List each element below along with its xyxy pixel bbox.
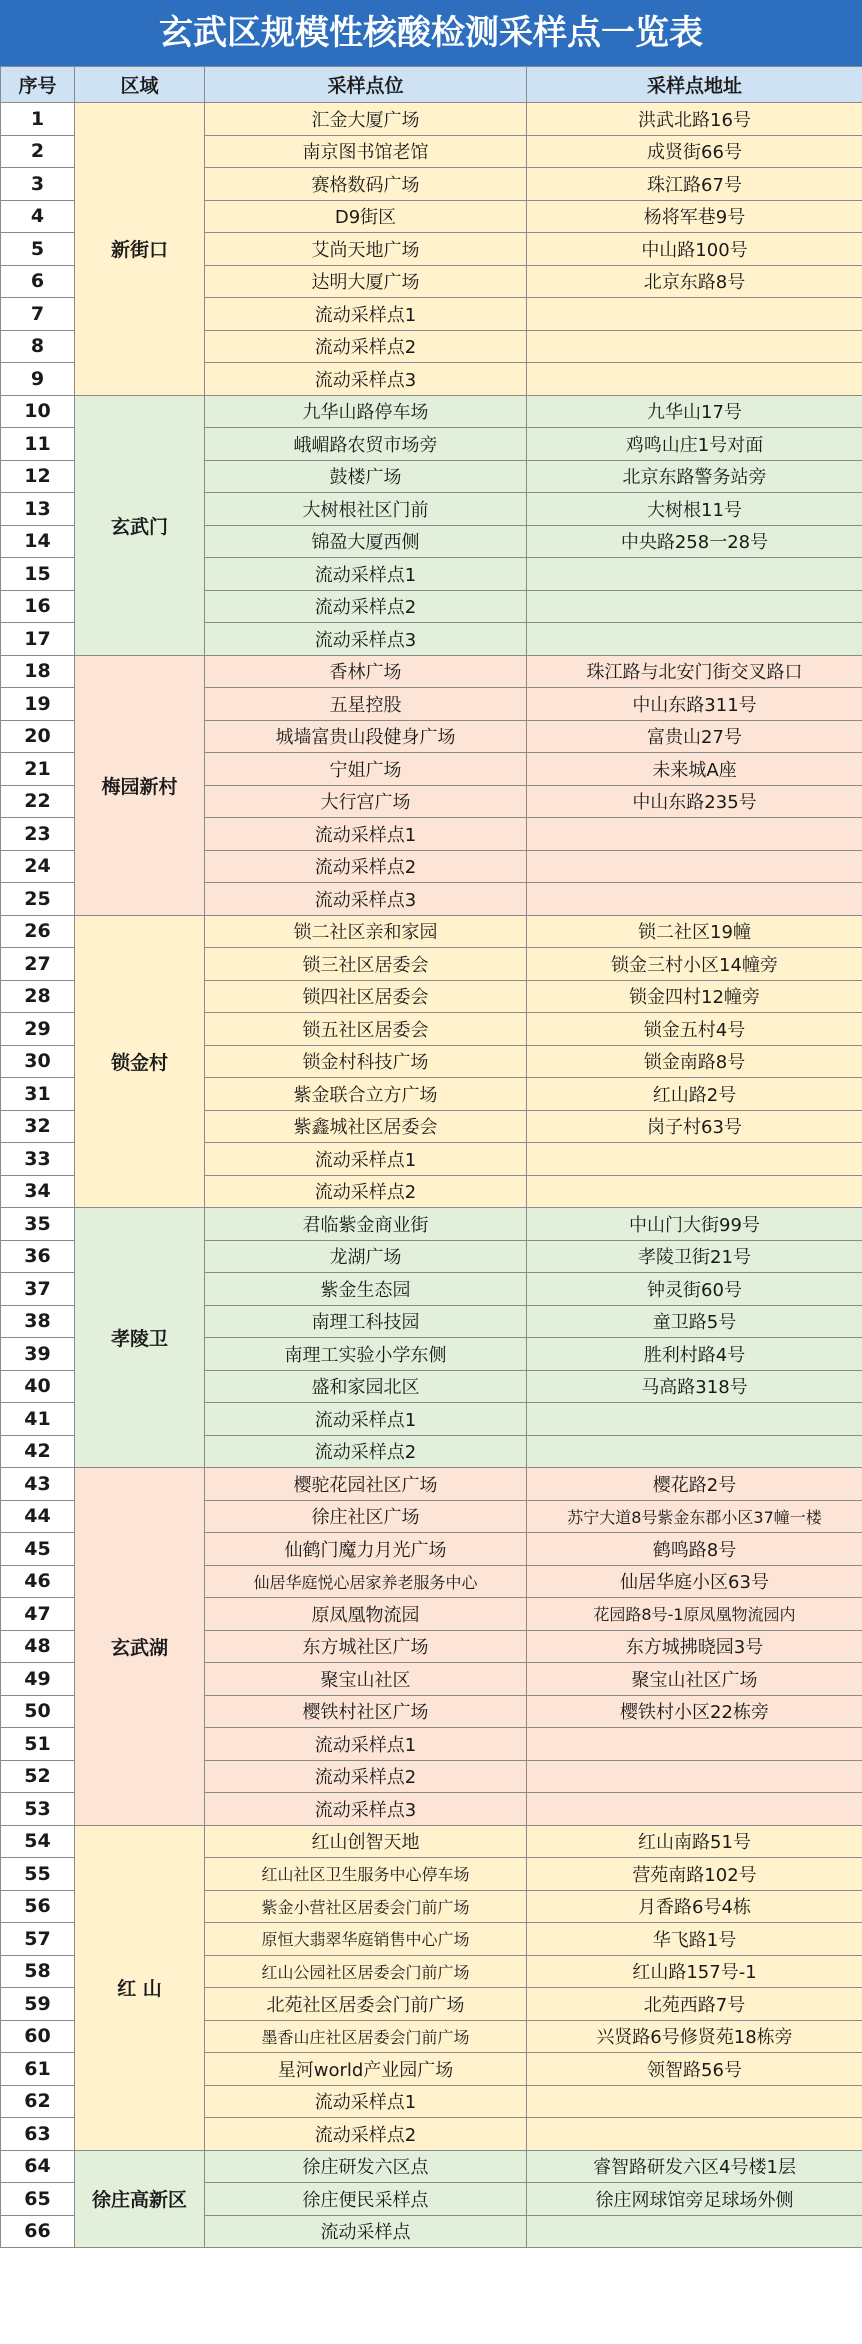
site-cell: 南京图书馆老馆 — [205, 135, 527, 168]
site-cell: D9街区 — [205, 200, 527, 233]
address-cell: 领智路56号 — [527, 2053, 862, 2086]
row-number: 3 — [1, 168, 75, 201]
site-cell: 樱铁村社区广场 — [205, 1695, 527, 1728]
row-number: 40 — [1, 1370, 75, 1403]
row-number: 61 — [1, 2053, 75, 2086]
address-cell — [527, 2215, 862, 2248]
site-cell: 流动采样点1 — [205, 298, 527, 331]
site-cell: 香林广场 — [205, 655, 527, 688]
site-cell: 聚宝山社区 — [205, 1663, 527, 1696]
row-number: 33 — [1, 1143, 75, 1176]
address-cell: 大树根11号 — [527, 493, 862, 526]
address-cell: 北京东路8号 — [527, 265, 862, 298]
row-number: 38 — [1, 1305, 75, 1338]
table-row — [1, 1825, 862, 1858]
row-number: 59 — [1, 1988, 75, 2021]
site-cell: 大树根社区门前 — [205, 493, 527, 526]
address-cell — [527, 590, 862, 623]
site-cell: 徐庄社区广场 — [205, 1500, 527, 1533]
region-cell: 徐庄高新区 — [75, 2150, 205, 2248]
address-cell: 中山东路235号 — [527, 785, 862, 818]
row-number: 36 — [1, 1240, 75, 1273]
row-number: 11 — [1, 428, 75, 461]
region-cell: 新街口 — [75, 103, 205, 396]
site-cell: 汇金大厦广场 — [205, 103, 527, 136]
site-cell: 东方城社区广场 — [205, 1630, 527, 1663]
row-number: 1 — [1, 103, 75, 136]
site-cell: 紫金小营社区居委会门前广场 — [205, 1890, 527, 1923]
address-cell — [527, 2085, 862, 2118]
row-number: 41 — [1, 1403, 75, 1436]
address-cell: 徐庄网球馆旁足球场外侧 — [527, 2183, 862, 2216]
address-cell: 锁二社区19幢 — [527, 915, 862, 948]
site-cell: 红山创智天地 — [205, 1825, 527, 1858]
address-cell: 杨将军巷9号 — [527, 200, 862, 233]
address-cell: 锁金南路8号 — [527, 1045, 862, 1078]
address-cell: 仙居华庭小区63号 — [527, 1565, 862, 1598]
header-address: 采样点地址 — [527, 67, 862, 103]
address-cell: 鸡鸣山庄1号对面 — [527, 428, 862, 461]
address-cell: 锁金五村4号 — [527, 1013, 862, 1046]
row-number: 66 — [1, 2215, 75, 2248]
address-cell: 珠江路67号 — [527, 168, 862, 201]
site-cell: 红山社区卫生服务中心停车场 — [205, 1858, 527, 1891]
address-cell: 岗子村63号 — [527, 1110, 862, 1143]
row-number: 39 — [1, 1338, 75, 1371]
row-number: 43 — [1, 1468, 75, 1501]
row-number: 19 — [1, 688, 75, 721]
row-number: 45 — [1, 1533, 75, 1566]
address-cell — [527, 1403, 862, 1436]
address-cell: 马高路318号 — [527, 1370, 862, 1403]
site-cell: 九华山路停车场 — [205, 395, 527, 428]
row-number: 47 — [1, 1598, 75, 1631]
address-cell: 中山路100号 — [527, 233, 862, 266]
address-cell: 樱花路2号 — [527, 1468, 862, 1501]
site-cell: 赛格数码广场 — [205, 168, 527, 201]
site-cell: 流动采样点1 — [205, 818, 527, 851]
site-cell: 流动采样点 — [205, 2215, 527, 2248]
table-row — [1, 395, 862, 428]
site-cell: 紫金生态园 — [205, 1273, 527, 1306]
site-cell: 流动采样点1 — [205, 558, 527, 591]
site-cell: 锁五社区居委会 — [205, 1013, 527, 1046]
address-cell — [527, 2118, 862, 2151]
address-cell: 花园路8号-1原凤凰物流园内 — [527, 1598, 862, 1631]
address-cell: 聚宝山社区广场 — [527, 1663, 862, 1696]
row-number: 27 — [1, 948, 75, 981]
table-row — [1, 2150, 862, 2183]
address-cell: 红山路157号-1 — [527, 1955, 862, 1988]
address-cell: 东方城拂晓园3号 — [527, 1630, 862, 1663]
row-number: 15 — [1, 558, 75, 591]
site-cell: 五星控股 — [205, 688, 527, 721]
address-cell — [527, 1793, 862, 1826]
row-number: 14 — [1, 525, 75, 558]
row-number: 46 — [1, 1565, 75, 1598]
row-number: 30 — [1, 1045, 75, 1078]
row-number: 48 — [1, 1630, 75, 1663]
region-cell: 玄武湖 — [75, 1468, 205, 1826]
site-cell: 君临紫金商业街 — [205, 1208, 527, 1241]
site-cell: 原凤凰物流园 — [205, 1598, 527, 1631]
row-number: 51 — [1, 1728, 75, 1761]
address-cell — [527, 363, 862, 396]
site-cell: 流动采样点3 — [205, 1793, 527, 1826]
row-number: 32 — [1, 1110, 75, 1143]
address-cell: 钟灵街60号 — [527, 1273, 862, 1306]
table-row — [1, 1208, 862, 1241]
row-number: 35 — [1, 1208, 75, 1241]
row-number: 7 — [1, 298, 75, 331]
row-number: 25 — [1, 883, 75, 916]
address-cell: 北京东路警务站旁 — [527, 460, 862, 493]
row-number: 13 — [1, 493, 75, 526]
address-cell: 苏宁大道8号紫金东郡小区37幢一楼 — [527, 1500, 862, 1533]
address-cell — [527, 1143, 862, 1176]
row-number: 4 — [1, 200, 75, 233]
site-cell: 仙鹤门魔力月光广场 — [205, 1533, 527, 1566]
site-cell: 锁二社区亲和家园 — [205, 915, 527, 948]
table-row — [1, 1468, 862, 1501]
address-cell: 睿智路研发六区4号楼1层 — [527, 2150, 862, 2183]
address-cell: 洪武北路16号 — [527, 103, 862, 136]
address-cell — [527, 1728, 862, 1761]
site-cell: 流动采样点3 — [205, 883, 527, 916]
site-cell: 流动采样点1 — [205, 1403, 527, 1436]
row-number: 21 — [1, 753, 75, 786]
site-cell: 大行宫广场 — [205, 785, 527, 818]
site-cell: 城墙富贵山段健身广场 — [205, 720, 527, 753]
site-cell: 锁四社区居委会 — [205, 980, 527, 1013]
address-cell: 中山门大街99号 — [527, 1208, 862, 1241]
address-cell: 营苑南路102号 — [527, 1858, 862, 1891]
row-number: 6 — [1, 265, 75, 298]
site-cell: 流动采样点3 — [205, 623, 527, 656]
table-body — [1, 103, 862, 2248]
address-cell: 红山南路51号 — [527, 1825, 862, 1858]
row-number: 10 — [1, 395, 75, 428]
row-number: 55 — [1, 1858, 75, 1891]
site-cell: 红山公园社区居委会门前广场 — [205, 1955, 527, 1988]
site-cell: 流动采样点2 — [205, 590, 527, 623]
site-cell: 樱驼花园社区广场 — [205, 1468, 527, 1501]
site-cell: 流动采样点2 — [205, 2118, 527, 2151]
sampling-sites-table — [0, 66, 862, 2248]
row-number: 64 — [1, 2150, 75, 2183]
region-cell: 孝陵卫 — [75, 1208, 205, 1468]
site-cell: 锦盈大厦西侧 — [205, 525, 527, 558]
address-cell: 鹤鸣路8号 — [527, 1533, 862, 1566]
table-row — [1, 915, 862, 948]
row-number: 5 — [1, 233, 75, 266]
address-cell: 胜利村路4号 — [527, 1338, 862, 1371]
site-cell: 鼓楼广场 — [205, 460, 527, 493]
row-number: 65 — [1, 2183, 75, 2216]
site-cell: 流动采样点1 — [205, 1728, 527, 1761]
address-cell — [527, 1175, 862, 1208]
site-cell: 徐庄研发六区点 — [205, 2150, 527, 2183]
site-cell: 流动采样点2 — [205, 1760, 527, 1793]
address-cell: 红山路2号 — [527, 1078, 862, 1111]
row-number: 63 — [1, 2118, 75, 2151]
address-cell: 兴贤路6号修贤苑18栋旁 — [527, 2020, 862, 2053]
address-cell: 樱铁村小区22栋旁 — [527, 1695, 862, 1728]
row-number: 2 — [1, 135, 75, 168]
table-header-row — [1, 67, 862, 103]
address-cell — [527, 558, 862, 591]
row-number: 28 — [1, 980, 75, 1013]
row-number: 31 — [1, 1078, 75, 1111]
address-cell: 孝陵卫街21号 — [527, 1240, 862, 1273]
site-cell: 流动采样点3 — [205, 363, 527, 396]
region-cell: 红 山 — [75, 1825, 205, 2150]
row-number: 62 — [1, 2085, 75, 2118]
address-cell: 富贵山27号 — [527, 720, 862, 753]
address-cell: 珠江路与北安门街交叉路口 — [527, 655, 862, 688]
site-cell: 锁三社区居委会 — [205, 948, 527, 981]
site-cell: 流动采样点2 — [205, 1175, 527, 1208]
address-cell: 九华山17号 — [527, 395, 862, 428]
row-number: 26 — [1, 915, 75, 948]
site-cell: 流动采样点1 — [205, 1143, 527, 1176]
region-cell: 锁金村 — [75, 915, 205, 1208]
site-cell: 星河world产业园广场 — [205, 2053, 527, 2086]
address-cell: 成贤街66号 — [527, 135, 862, 168]
site-cell: 峨嵋路农贸市场旁 — [205, 428, 527, 461]
site-cell: 南理工实验小学东侧 — [205, 1338, 527, 1371]
address-cell: 中山东路311号 — [527, 688, 862, 721]
address-cell — [527, 1435, 862, 1468]
site-cell: 流动采样点2 — [205, 330, 527, 363]
table-row — [1, 655, 862, 688]
site-cell: 墨香山庄社区居委会门前广场 — [205, 2020, 527, 2053]
site-cell: 紫鑫城社区居委会 — [205, 1110, 527, 1143]
row-number: 56 — [1, 1890, 75, 1923]
site-cell: 达明大厦广场 — [205, 265, 527, 298]
address-cell — [527, 330, 862, 363]
row-number: 29 — [1, 1013, 75, 1046]
site-cell: 流动采样点1 — [205, 2085, 527, 2118]
site-cell: 流动采样点2 — [205, 1435, 527, 1468]
row-number: 37 — [1, 1273, 75, 1306]
table-row — [1, 103, 862, 136]
site-cell: 原恒大翡翠华庭销售中心广场 — [205, 1923, 527, 1956]
site-cell: 流动采样点2 — [205, 850, 527, 883]
row-number: 54 — [1, 1825, 75, 1858]
header-region: 区域 — [75, 67, 205, 103]
address-cell — [527, 818, 862, 851]
address-cell: 未来城A座 — [527, 753, 862, 786]
site-cell: 宁姐广场 — [205, 753, 527, 786]
row-number: 44 — [1, 1500, 75, 1533]
row-number: 9 — [1, 363, 75, 396]
row-number: 57 — [1, 1923, 75, 1956]
address-cell: 华飞路1号 — [527, 1923, 862, 1956]
address-cell — [527, 883, 862, 916]
row-number: 22 — [1, 785, 75, 818]
row-number: 42 — [1, 1435, 75, 1468]
address-cell: 童卫路5号 — [527, 1305, 862, 1338]
address-cell: 北苑西路7号 — [527, 1988, 862, 2021]
region-cell: 玄武门 — [75, 395, 205, 655]
row-number: 34 — [1, 1175, 75, 1208]
row-number: 16 — [1, 590, 75, 623]
site-cell: 龙湖广场 — [205, 1240, 527, 1273]
site-cell: 仙居华庭悦心居家养老服务中心 — [205, 1565, 527, 1598]
row-number: 50 — [1, 1695, 75, 1728]
row-number: 24 — [1, 850, 75, 883]
page-title: 玄武区规模性核酸检测采样点一览表 — [0, 0, 862, 66]
region-cell: 梅园新村 — [75, 655, 205, 915]
address-cell: 锁金三村小区14幢旁 — [527, 948, 862, 981]
row-number: 53 — [1, 1793, 75, 1826]
site-cell: 紫金联合立方广场 — [205, 1078, 527, 1111]
row-number: 18 — [1, 655, 75, 688]
site-cell: 锁金村科技广场 — [205, 1045, 527, 1078]
row-number: 23 — [1, 818, 75, 851]
site-cell: 艾尚天地广场 — [205, 233, 527, 266]
row-number: 52 — [1, 1760, 75, 1793]
row-number: 8 — [1, 330, 75, 363]
header-site: 采样点位 — [205, 67, 527, 103]
site-cell: 北苑社区居委会门前广场 — [205, 1988, 527, 2021]
address-cell — [527, 623, 862, 656]
row-number: 58 — [1, 1955, 75, 1988]
row-number: 20 — [1, 720, 75, 753]
row-number: 17 — [1, 623, 75, 656]
site-cell: 南理工科技园 — [205, 1305, 527, 1338]
site-cell: 徐庄便民采样点 — [205, 2183, 527, 2216]
row-number: 60 — [1, 2020, 75, 2053]
header-no: 序号 — [1, 67, 75, 103]
site-cell: 盛和家园北区 — [205, 1370, 527, 1403]
row-number: 12 — [1, 460, 75, 493]
address-cell: 锁金四村12幢旁 — [527, 980, 862, 1013]
address-cell: 月香路6号4栋 — [527, 1890, 862, 1923]
address-cell — [527, 1760, 862, 1793]
row-number: 49 — [1, 1663, 75, 1696]
address-cell — [527, 850, 862, 883]
address-cell — [527, 298, 862, 331]
address-cell: 中央路258一28号 — [527, 525, 862, 558]
